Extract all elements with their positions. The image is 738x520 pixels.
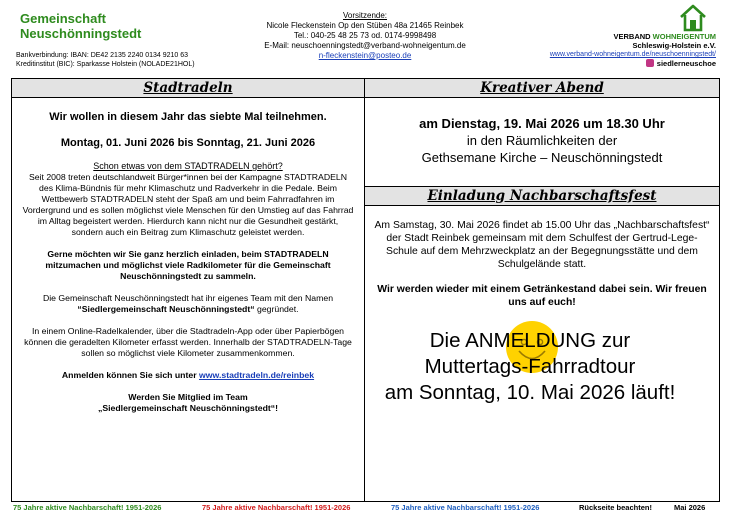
chair-email-link[interactable]: n-fleckenstein@posteo.de bbox=[318, 51, 412, 60]
bank-info bbox=[16, 51, 250, 69]
footer-slogan-red: 75 Jahre aktive Nachbarschaft! 1951-2026 bbox=[202, 503, 351, 512]
stadtradeln-join-line1: Werden Sie Mitglied im Team bbox=[128, 392, 248, 402]
stadtradeln-description: Seit 2008 treten deutschlandweit Bürger*innen bei der Kampagne STADTRADELN des Klima-Bündnis für mehr Klimaschutz und Radverkehr in die Pedale. Beim Wettbewerb STADTRADELN steht der Spaß am und beim Fahrradfahren im Vordergrund und es sollen möglichst viele Menschen für den Umstieg auf das Fahrrad im Alltag begeistert werden. Hierdurch kann nicht nur die Gesundheit gestärkt, sondern auch ein Beitrag zum Klimaschutz geleistet werden. bbox=[22, 172, 354, 237]
org-name-line1: Gemeinschaft bbox=[20, 11, 106, 26]
verband-link[interactable]: www.verband-wohneigentum.de/neuschoenningstedt/ bbox=[549, 51, 716, 58]
ka-location-line1: in den Räumlichkeiten der bbox=[466, 133, 618, 148]
bank-bic: Kreditinstitut (BIC): Sparkasse Holstein (NOLADE21HOL) bbox=[16, 61, 195, 68]
nachbarschaftsfest-section bbox=[365, 207, 719, 309]
house-logo-icon bbox=[678, 3, 708, 33]
content-frame bbox=[11, 78, 720, 502]
stadtradeln-section bbox=[12, 99, 364, 414]
stadtradeln-link[interactable]: www.stadtradeln.de/reinbek bbox=[199, 370, 315, 380]
stadtradeln-join-line2: „Siedlergemeinschaft Neuschönningstedt“! bbox=[97, 403, 279, 413]
header-right bbox=[516, 3, 716, 68]
chair-phone: Tel.: 040-25 48 25 73 od. 0174-9998498 bbox=[293, 31, 437, 40]
header-left bbox=[16, 11, 250, 69]
footer-slogan-green: 75 Jahre aktive Nachbarschaft! 1951-2026 bbox=[13, 503, 162, 512]
footer-slogan-blue: 75 Jahre aktive Nachbarschaft! 1951-2026 bbox=[391, 503, 540, 512]
verband-region: Schleswig-Holstein e.V. bbox=[632, 41, 716, 50]
org-name-line2: Neuschönningstedt bbox=[20, 26, 142, 41]
footer-date: Mai 2026 bbox=[674, 503, 706, 512]
heading-nachbarschaftsfest: Einladung Nachbarschaftsfest bbox=[365, 186, 719, 206]
footer-note: Rückseite beachten! bbox=[579, 503, 652, 512]
anmeldung-line2: Muttertags-Fahrradtour bbox=[424, 355, 636, 378]
verband-name: VERBAND WOHNEIGENTUM bbox=[613, 32, 716, 41]
heading-kreativer-abend: Kreativer Abend bbox=[365, 79, 719, 98]
anmeldung-announcement bbox=[353, 328, 707, 406]
bank-iban: Bankverbindung: IBAN: DE42 2135 2240 0134 9210 63 bbox=[16, 52, 189, 59]
nf-getraenkestand: Wir werden wieder mit einem Getränkestand dabei sein. Wir freuen uns auf euch! bbox=[377, 284, 707, 308]
chair-title: Vorsitzende: bbox=[342, 11, 388, 20]
stadtradeln-signup: Anmelden können Sie sich unter www.stadtradeln.de/reinbek bbox=[61, 370, 315, 380]
stadtradeln-dates: Montag, 01. Juni 2026 bis Sonntag, 21. Juni 2026 bbox=[60, 137, 316, 149]
stadtradeln-question: Schon etwas von dem STADTRADELN gehört? bbox=[93, 161, 283, 171]
stadtradeln-team: Die Gemeinschaft Neuschönningstedt hat ihr eigenes Team mit den Namen “Siedlergemeinschaft Neuschönningstedt“ gegründet. bbox=[42, 293, 334, 314]
heading-stadtradeln: Stadtradeln bbox=[12, 79, 364, 98]
anmeldung-line1: Die ANMELDUNG zur bbox=[429, 329, 631, 352]
stadtradeln-invitation: Gerne möchten wir Sie ganz herzlich einladen, beim STADTRADELN mitzumachen und möglichst viele Radkilometer für die Gemeinschaft Neuschönningstedt zu sammeln. bbox=[45, 249, 331, 281]
stadtradeln-intro: Wir wollen in diesem Jahr das siebte Mal teilnehmen. bbox=[49, 111, 327, 123]
social-handle[interactable]: siedlerneuschoe bbox=[516, 59, 716, 68]
nf-description: Am Samstag, 30. Mai 2026 findet ab 15.00 Uhr das „Nachbarschaftsfest“ der Stadt Reinbek gemeinsam mit dem Schulfest der Gertrud-Lege-Schule auf dem Mehrzweckplatz an der Begegnungsstätte und dem Schulgelände statt. bbox=[374, 220, 710, 270]
anmeldung-line3: am Sonntag, 10. Mai 2026 läuft! bbox=[384, 381, 676, 404]
kreativer-abend-section bbox=[365, 99, 719, 166]
chair-address: Nicole Fleckenstein Op den Stüben 48a 21465 Reinbek bbox=[266, 21, 464, 30]
ka-date: am Dienstag, 19. Mai 2026 um 18.30 Uhr bbox=[419, 116, 665, 131]
chair-email: E-Mail: neuschoenningstedt@verband-wohneigentum.de bbox=[264, 41, 466, 50]
instagram-icon bbox=[646, 59, 654, 67]
ka-location-line2: Gethsemane Kirche – Neuschönningstedt bbox=[421, 150, 663, 165]
stadtradeln-tracking: In einem Online-Radelkalender, über die Stadtradeln-App oder über Papierbögen können die geradelten Kilometer erfasst werden. Innerhalb der STADTRADELN-Tage sollen so möglichst viele Kilometer zusammenkommen. bbox=[24, 326, 352, 358]
header-contact bbox=[220, 11, 510, 61]
